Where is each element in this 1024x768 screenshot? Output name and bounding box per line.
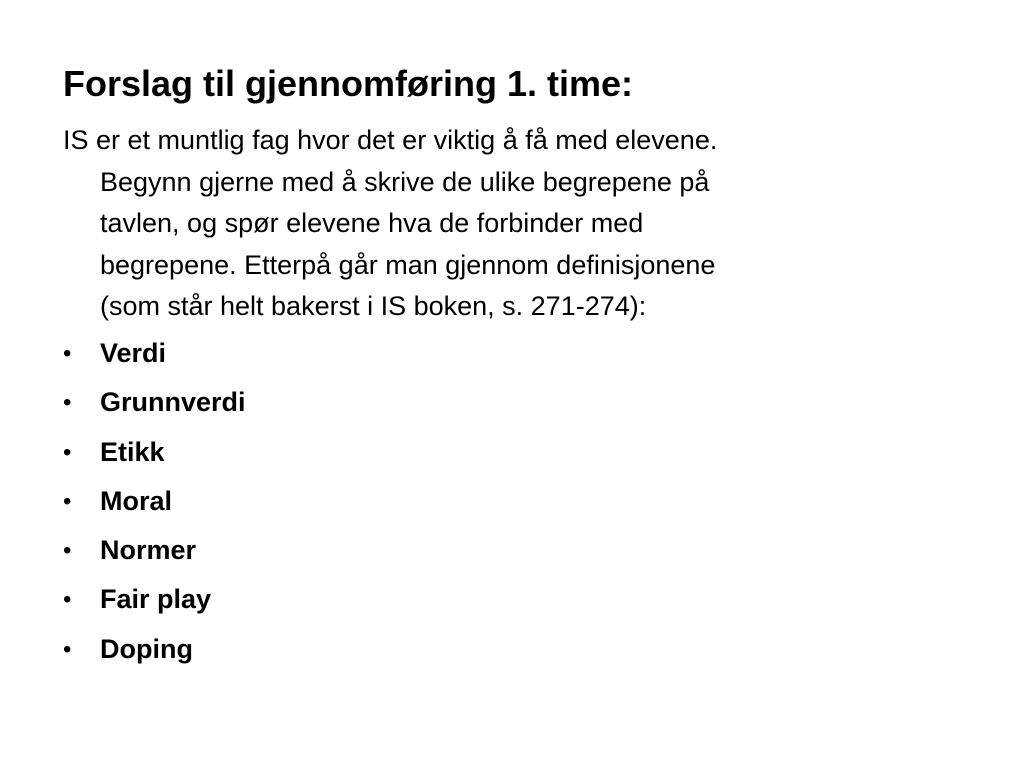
term-label: Grunnverdi <box>100 387 246 418</box>
term-label: Fair play <box>100 584 212 615</box>
bullet-icon: • <box>63 586 72 614</box>
term-label: Verdi <box>100 338 167 368</box>
intro-line: tavlen, og spør elevene hva de forbinder med <box>100 208 644 238</box>
bullet-icon: • <box>63 635 72 663</box>
term-label: Moral <box>100 485 173 516</box>
bullet-icon: • <box>63 340 72 367</box>
bullet-icon: • <box>63 438 72 466</box>
bullet-icon: • <box>63 389 72 417</box>
intro-paragraph <box>63 120 943 328</box>
bullet-icon: • <box>63 537 72 565</box>
intro-line: (som står helt bakerst i IS boken, s. 271-274): <box>100 291 647 321</box>
intro-line: begrepene. Etterpå går man gjennom definisjonene <box>100 249 716 280</box>
term-label: Normer <box>100 535 197 566</box>
bullet-icon: • <box>63 487 72 515</box>
term-label: Doping <box>100 633 193 664</box>
slide-title: Forslag til gjennomføring 1. time: <box>63 63 634 104</box>
intro-line: IS er et muntlig fag hvor det er viktig å få med elevene. <box>63 125 718 155</box>
intro-line: Begynn gjerne med å skrive de ulike begrepene på <box>100 166 710 197</box>
term-label: Etikk <box>100 436 165 467</box>
